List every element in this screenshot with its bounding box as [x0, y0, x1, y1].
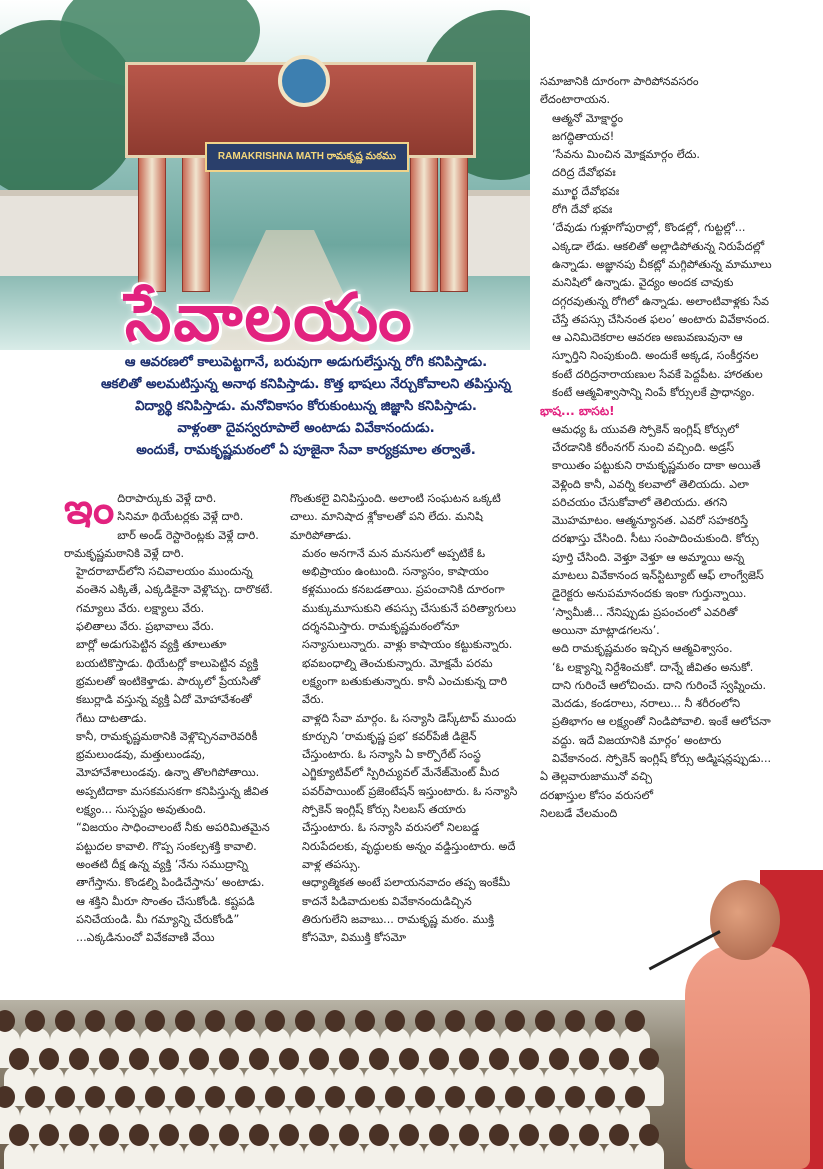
- student-figure: [574, 1142, 604, 1169]
- student-head: [549, 1124, 569, 1146]
- student-head: [189, 1048, 209, 1070]
- column-3: [540, 73, 772, 823]
- gate-pillar: [410, 150, 438, 292]
- student-head: [205, 1086, 225, 1108]
- paragraph: వాళ్లది సేవా మార్గం. ఓ సన్యాసి డెస్క్‌టాప్ ముందు కూర్చుని ‘రామకృష్ణ ప్రభ’ కవర్‌పేజీ డిజైన్ చేస్తుంటారు. ఓ సన్యాసి ఏ కార్పొరేట్ సంస్థ ఎగ్జిక్యూటివ్‌లో స్పిరిచ్యువల్ మేనేజ్‌మెంట్ మీద పవర్‌పాయింట్ ప్రజెంటేషన్ ఇస్తుంటారు. ఓ సన్యాసి స్పోకెన్ ఇంగ్లిష్ కోర్సు సిలబస్ తయారు చేస్తుంటారు. ఓ సన్యాసి వరుసలో నిలబడ్డ నిరుపేదలకు, వృద్ధులకు అన్నం వడ్డిస్తుంటారు. అదే వాళ్ల తపస్సు.: [302, 711, 518, 871]
- student-figure: [454, 1142, 484, 1169]
- student-head: [325, 1010, 345, 1032]
- student-head: [369, 1124, 389, 1146]
- gate-pillar: [440, 150, 468, 292]
- student-head: [55, 1010, 75, 1032]
- student-head: [279, 1048, 299, 1070]
- verse-line: జగద్ధితాయచ!: [552, 129, 615, 143]
- paragraph: ఆమధ్య ఓ యువతి స్పోకెన్ ఇంగ్లిష్ కోర్సులో చేరడానికి కరీంనగర్ నుంచి వచ్చింది. అడ్రస్ కాయితం పట్టుకుని రామకృష్ణమఠం దాకా అయితే వెళ్లింది కానీ, ఎవర్ని కలవాలో తెలియదు. ఎలా పరిచయం చేసుకోవాలో తెలియదు. తగని మొహమాటం. ఆత్మన్యూనత. ఎవరో సహకరిస్తే దరఖాస్తు చేసింది. సీటు సంపాదించుకుంది. కోర్సు పూర్తి చేసింది. వెళ్తూ వెళ్తూ ఆ అమ్మాయి అన్న మాటలు వివేకానంద ఇన్‌స్టిట్యూట్ ఆఫ్ లాంగ్వేజెస్ డైరెక్టరు అనుపమానందకు ఇంకా గుర్తున్నాయి.: [552, 422, 764, 601]
- student-head: [535, 1086, 555, 1108]
- student-head: [295, 1010, 315, 1032]
- student-head: [249, 1124, 269, 1146]
- student-head: [445, 1010, 465, 1032]
- student-head: [565, 1010, 585, 1032]
- article-intro: [80, 352, 532, 462]
- student-head: [309, 1124, 329, 1146]
- student-head: [385, 1086, 405, 1108]
- student-head: [249, 1048, 269, 1070]
- student-figure: [64, 1142, 94, 1169]
- student-head: [55, 1086, 75, 1108]
- section-subhead: భాష... బాసట!: [540, 404, 615, 419]
- student-head: [505, 1086, 525, 1108]
- student-head: [475, 1086, 495, 1108]
- gate-pillar: [138, 150, 166, 292]
- student-head: [579, 1124, 599, 1146]
- intro-line: అందుకే, రామకృష్ణమఠంలో ఏ పూజైనా సేవా కార్యక్రమాల తర్వాతే.: [136, 443, 476, 458]
- student-head: [459, 1124, 479, 1146]
- paragraph: సినిమా థియేటర్లకు వెళ్లే దారి.: [117, 510, 244, 524]
- student-head: [205, 1010, 225, 1032]
- student-head: [295, 1086, 315, 1108]
- student-head: [475, 1010, 495, 1032]
- student-head: [219, 1124, 239, 1146]
- student-head: [609, 1048, 629, 1070]
- student-head: [339, 1124, 359, 1146]
- emblem-icon: [278, 55, 330, 107]
- paragraph: దిరాపార్కుకు వెళ్లే దారి.: [117, 492, 217, 505]
- gate-signboard: RAMAKRISHNA MATH రామకృష్ణ మఠము: [205, 142, 409, 172]
- student-head: [85, 1010, 105, 1032]
- paragraph: “విజయం సాధించాలంటే నీకు అపరిమితమైన పట్టుదల కావాలి. గొప్ప సంకల్పశక్తి కావాలి. అంతటి దీక్ష ఉన్న వ్యక్తి ‘నేను సముద్రాన్ని తాగేస్తాను. కొండల్ని పిండిచేస్తాను’ అంటాడు. ఆ శక్తిని మీరూ సొంతం చేసుకోండి. కష్టపడి పనిచేయండి. మీ గమ్యాన్ని చేరుకోండి”: [76, 821, 270, 926]
- student-head: [159, 1048, 179, 1070]
- student-head: [69, 1048, 89, 1070]
- student-head: [39, 1048, 59, 1070]
- student-head: [9, 1048, 29, 1070]
- student-head: [85, 1086, 105, 1108]
- student-head: [355, 1086, 375, 1108]
- student-head: [519, 1048, 539, 1070]
- student-head: [595, 1086, 615, 1108]
- student-head: [99, 1048, 119, 1070]
- student-head: [429, 1124, 449, 1146]
- student-head: [415, 1010, 435, 1032]
- paragraph: మఠం అనగానే మన మనసులో అప్పటికే ఓ అభిప్రాయం ఉంటుంది. సన్యాసం, కాషాయం కళ్లముందు కనబడతాయి. ప్రపంచానికి దూరంగా ముక్కుమూసుకుని తపస్సు చేసుకునే పరిత్యాగులు దర్శనమిస్తారు. రామకృష్ణమఠంలోనూ సన్యాసులున్నారు. వాళ్లు కాషాయం కట్టుకున్నారు. భవబంధాల్ని తెంచుకున్నారు. మోక్షమే పరమ లక్ష్యంగా బతుకుతున్నారు. కానీ ఎంచుకున్న దారి వేరు.: [302, 546, 516, 707]
- paragraph: ...ఎక్కడినుంచో వివేకవాణి వేయి: [76, 931, 215, 945]
- paragraph: ఏ తెల్లవారుజామునో వచ్చి దరఖాస్తుల కోసం వరుసలో నిలబడే వేలమంది: [540, 770, 653, 820]
- verse-line: దరిద్ర దేవోభవః: [552, 166, 616, 180]
- student-head: [145, 1010, 165, 1032]
- student-figure: [394, 1142, 424, 1169]
- student-head: [505, 1010, 525, 1032]
- student-head: [115, 1086, 135, 1108]
- student-head: [369, 1048, 389, 1070]
- student-head: [175, 1086, 195, 1108]
- student-figure: [154, 1142, 184, 1169]
- student-figure: [184, 1142, 214, 1169]
- student-head: [175, 1010, 195, 1032]
- student-head: [609, 1124, 629, 1146]
- student-head: [445, 1086, 465, 1108]
- student-head: [279, 1124, 299, 1146]
- student-head: [115, 1010, 135, 1032]
- monk-speaker-photo: [640, 830, 823, 1169]
- student-head: [265, 1010, 285, 1032]
- paragraph: ఆధ్యాత్మికత అంటే పలాయనవాదం తప్ప ఇంకేమీ కాదనే పిడివాదులకు వివేకానందుడిచ్చిన తిరుగులేని జవాబు... రామకృష్ణ మఠం. ముక్తి కోసమో, విముక్తి కోసమో: [302, 876, 511, 945]
- student-figure: [514, 1142, 544, 1169]
- student-figure: [424, 1142, 454, 1169]
- student-head: [25, 1010, 45, 1032]
- student-head: [309, 1048, 329, 1070]
- student-head: [535, 1010, 555, 1032]
- paragraph: బార్లో అడుగుపెట్టిన వ్యక్తి తూలుతూ బయటికొస్తాడు. థియేటర్లో కాలుపెట్టిన వ్యక్తి భ్రమలతో ఇంటికెళ్తాడు. పార్కులో ప్రేయసితో కబుర్లాడి వస్తున్న వ్యక్తి ఏదో మోహావేశంతో గేటు దాటతాడు.: [76, 638, 261, 725]
- paragraph: ‘ఓ లక్ష్యాన్ని నిర్దేశించుకో. దాన్నే జీవితం అనుకో. దాని గురించే ఆలోచించు. దాని గురించే స్వప్నించు. మెదడు, కండరాలు, నరాలు... నీ శరీరంలోని ప్రతిభాగం ఆ లక్ష్యంతో నిండిపోవాలి. ఇంకే ఆలోచనా వద్దు. ఇదే విజయానికి మార్గం’ అంటారు వివేకానంద. స్పోకెన్ ఇంగ్లిష్ కోర్సు అడ్మిషన్లప్పుడు...: [552, 660, 772, 765]
- student-head: [549, 1048, 569, 1070]
- student-head: [129, 1048, 149, 1070]
- monk-face: [710, 880, 780, 960]
- student-head: [399, 1124, 419, 1146]
- student-head: [235, 1010, 255, 1032]
- student-head: [429, 1048, 449, 1070]
- student-head: [519, 1124, 539, 1146]
- student-head: [355, 1010, 375, 1032]
- verse-line: ‘సేవను మించిన మోక్షమార్గం లేదు.: [552, 148, 700, 162]
- student-figure: [334, 1142, 364, 1169]
- student-figure: [544, 1142, 574, 1169]
- intro-line: ఆ ఆవరణలో కాలుపెట్టగానే, బరువుగా అడుగులేస్తున్న రోగి కనిపిస్తాడు.: [124, 355, 488, 370]
- student-figure: [4, 1142, 34, 1169]
- paragraph: అది రామకృష్ణమఠం ఇచ్చిన ఆత్మవిశ్వాసం.: [552, 642, 733, 656]
- verse-line: ఆత్మనో మోక్షార్థం: [552, 111, 624, 125]
- student-figure: [484, 1142, 514, 1169]
- paragraph: ‘స్వామీజీ... నేనిప్పుడు ప్రపంచంలో ఎవరితో అయినా మాట్లాడగలను’.: [552, 605, 738, 637]
- student-head: [129, 1124, 149, 1146]
- paragraph: బార్ అండ్ రెస్టారెంట్లకు వెళ్లే దారి.: [117, 528, 259, 542]
- intro-line: విద్యార్థి కనిపిస్తాడు. మనోవికాసం కోరుకుంటున్న జిజ్ఞాసి కనిపిస్తాడు.: [135, 399, 477, 414]
- paragraph: రామకృష్ణమఠానికి వెళ్లే దారి.: [64, 546, 185, 560]
- student-head: [489, 1048, 509, 1070]
- drop-cap: ఇం: [64, 484, 115, 533]
- student-head: [39, 1124, 59, 1146]
- student-head: [99, 1124, 119, 1146]
- column-2: [290, 490, 520, 947]
- paragraph: ‘దేవుడు గుళ్లూగోపురాల్లో, కొండల్లో, గుట్టల్లో... ఎక్కడా లేడు. ఆకలితో అల్లాడిపోతున్న నిరుపేదల్లో ఉన్నాడు. అజ్ఞానపు చీకట్లో మగ్గిపోతున్న మామూలు మనిషిలో ఉన్నాడు. వైద్యం అందక చావుకు దగ్గరవుతున్న రోగిలో ఉన్నాడు. అలాంటివాళ్లకు సేవ చేస్తే తపస్సు చేసినంత ఫలం’ అంటారు వివేకానంద. ఆ ఎనిమిదెకరాల ఆవరణ అణువణువునా ఆ స్ఫూర్తిని నింపుకుంది. అందుకే అక్కడ, సంకీర్తనల కంటే దరిద్రనారాయణుల సేవకే పెద్దపీట. హారతుల కంటే ఆత్మవిశ్వాసాన్ని నింపే కోర్సులకే ప్రాధాన్యం.: [552, 221, 772, 400]
- student-head: [219, 1048, 239, 1070]
- student-figure: [124, 1142, 154, 1169]
- student-head: [235, 1086, 255, 1108]
- student-figure: [214, 1142, 244, 1169]
- intro-line: వాళ్లంతా దైవస్వరూపాలే అంటాడు వివేకానందుడు.: [177, 421, 435, 436]
- intro-line: ఆకలితో అలమటిస్తున్న అనాథ కనిపిస్తాడు. కొత్త భాషలు నేర్చుకోవాలని తపిస్తున్న: [100, 377, 512, 392]
- article-title: సేవాలయం: [125, 279, 414, 356]
- student-head: [565, 1086, 585, 1108]
- student-head: [9, 1124, 29, 1146]
- student-head: [595, 1010, 615, 1032]
- student-head: [399, 1048, 419, 1070]
- student-head: [159, 1124, 179, 1146]
- student-head: [145, 1086, 165, 1108]
- student-head: [579, 1048, 599, 1070]
- paragraph: గమ్యాలు వేరు. లక్ష్యాలు వేరు.: [76, 601, 205, 615]
- student-figure: [604, 1142, 634, 1169]
- student-figure: [274, 1142, 304, 1169]
- paragraph: సమాజానికి దూరంగా పారిపోనవసరం లేదంటారాయన.: [540, 75, 699, 107]
- student-head: [385, 1010, 405, 1032]
- student-figure: [304, 1142, 334, 1169]
- student-head: [25, 1086, 45, 1108]
- paragraph: ఫలితాలు వేరు. ప్రభావాలు వేరు.: [76, 620, 215, 634]
- compound-wall-left: [0, 190, 150, 276]
- verse-line: రోగి దేవో భవః: [552, 203, 613, 217]
- verse-line: మూర్ఖ దేవోభవః: [552, 184, 620, 198]
- student-figure: [364, 1142, 394, 1169]
- student-head: [189, 1124, 209, 1146]
- paragraph: గొంతుకలై వినిపిస్తుంది. అలాంటి సంఘటన ఒక్కటి చాలు. మానిషాద శ్లోకాలతో పని లేదు. మనిషి మారిపోతాడు.: [290, 492, 501, 542]
- student-figure: [244, 1142, 274, 1169]
- paragraph: హైదరాబాద్‌లోని సచివాలయం ముందున్న వంతెన ఎక్కితే, ఎక్కడికైనా వెళ్లొచ్చు. దారొకటే.: [76, 565, 273, 597]
- student-figure: [34, 1142, 64, 1169]
- student-head: [265, 1086, 285, 1108]
- student-figure: [94, 1142, 124, 1169]
- paragraph: కానీ, రామకృష్ణమఠానికి వెళ్లొచ్చినవారెవరికీ భ్రమలుండవు, మత్తులుండవు, మోహావేశాలుండవు. ఉన్నా తొలగిపోతాయి. అప్పటిదాకా మసకమసకగా కనిపిస్తున్న జీవిత లక్ష్యం... సుస్పష్టం అవుతుంది.: [76, 729, 269, 817]
- column-1: [64, 484, 274, 947]
- student-head: [325, 1086, 345, 1108]
- student-head: [415, 1086, 435, 1108]
- student-head: [69, 1124, 89, 1146]
- saffron-robe: [685, 945, 810, 1169]
- student-head: [339, 1048, 359, 1070]
- student-head: [459, 1048, 479, 1070]
- student-head: [489, 1124, 509, 1146]
